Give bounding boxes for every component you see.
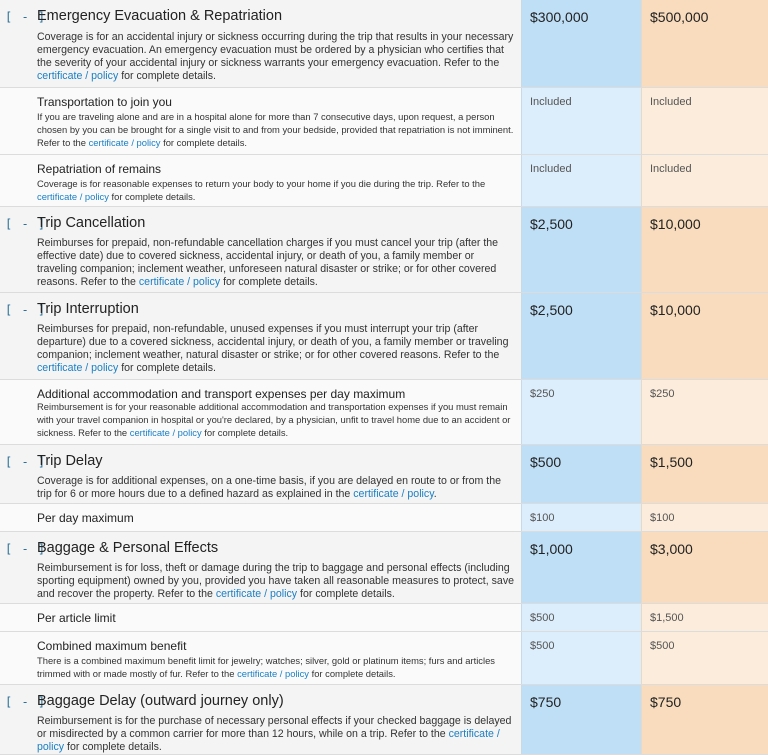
plan-a-value: $100: [530, 512, 555, 524]
plan-b-cell: [641, 293, 768, 379]
table-row: [0, 604, 768, 632]
certificate-policy-link[interactable]: certificate / policy: [129, 427, 202, 438]
table-row: [0, 88, 768, 155]
plan-a-cell: [521, 88, 641, 154]
benefit-text: Reimbursement is for loss, theft or damage during the trip to baggage and personal effects (including sporting equipment) owned by you, provided you have taken all reasonable measures to protect, save and recover the property. Refer to the certificate / policy for complete details.: [37, 562, 515, 601]
plan-b-value: $3,000: [650, 541, 693, 557]
benefit-description-cell: [0, 380, 521, 444]
plan-b-value: $250: [650, 388, 675, 400]
certificate-policy-link[interactable]: certificate / policy: [353, 488, 434, 501]
benefit-text: Coverage is for additional expenses, on a one-time basis, if you are delayed en route to or from the trip for 6 or more hours due to a defined hazard as explained in the certificate / policy.: [37, 475, 502, 501]
plan-a-value: $500: [530, 454, 562, 470]
plan-b-cell: [641, 504, 768, 531]
plan-b-value: $1,500: [650, 612, 684, 624]
collapse-toggle[interactable]: [ - ]: [5, 455, 47, 469]
plan-a-cell: [521, 445, 641, 503]
plan-a-cell: [521, 504, 641, 531]
plan-a-value: $2,500: [530, 216, 573, 232]
plan-b-cell: [641, 155, 768, 206]
plan-b-value: Included: [650, 96, 692, 108]
plan-b-value: $1,500: [650, 454, 693, 470]
benefit-description-cell: [0, 604, 521, 631]
benefit-description-cell: [0, 632, 521, 684]
collapse-toggle[interactable]: [ - ]: [5, 542, 47, 556]
benefit-text: Reimburses for prepaid, non-refundable cancellation charges if you must cancel your trip (after the effective date) due to covered sickness, accidental injury, or death of you, a family member or traveling companion; inclement weather, unforeseen natural disaster or strike; or for other covered reasons. Refer to the certificate / policy for complete details.: [37, 237, 499, 289]
certificate-policy-link[interactable]: certificate / policy: [37, 191, 109, 202]
plan-b-cell: [641, 207, 768, 292]
plan-a-value: Included: [530, 96, 572, 108]
benefit-text: Coverage is for an accidental injury or sickness occurring during the trip that results in your necessary emergency evacuation. An emergency evacuation must be ordered by a physician who certifies that the severity of your accidental injury or sickness warrants your emergency evacuation. Refer to the certificate / policy for complete details.: [37, 31, 514, 83]
plan-b-value: $500,000: [650, 9, 709, 25]
benefit-text: There is a combined maximum benefit limit for jewelry; watches; silver, gold or platinum items; furs and articles trimmed with or made mostly of fur. Refer to the certificate / policy for complete details.: [37, 655, 495, 679]
table-row: [0, 380, 768, 445]
plan-b-cell: [641, 445, 768, 503]
benefit-title: Trip Interruption: [37, 301, 139, 317]
plan-a-value: $1,000: [530, 541, 573, 557]
plan-a-cell: [521, 604, 641, 631]
plan-b-cell: [641, 685, 768, 754]
table-row: [0, 504, 768, 532]
benefit-description-cell: [0, 207, 521, 292]
plan-b-value: $750: [650, 694, 682, 710]
benefit-title: Baggage & Personal Effects: [37, 540, 219, 556]
certificate-policy-link[interactable]: certificate / policy: [138, 276, 221, 289]
plan-a-cell: [521, 632, 641, 684]
benefit-text: Reimbursement is for the purchase of necessary personal effects if your checked baggage is delayed or misdirected by a common carrier for more than 12 hours, while on a trip. Refer to the certificate / policy for complete details.: [37, 715, 512, 754]
table-row: [0, 207, 768, 293]
plan-a-cell: [521, 685, 641, 754]
benefit-title: Per day maximum: [37, 511, 134, 525]
plan-a-value: $300,000: [530, 9, 589, 25]
benefit-description-cell: [0, 504, 521, 531]
benefit-title: Trip Cancellation: [37, 215, 146, 231]
certificate-policy-link[interactable]: certificate / policy: [37, 362, 119, 375]
table-row: [0, 685, 768, 755]
table-row: [0, 293, 768, 380]
certificate-policy-link[interactable]: certificate / policy: [215, 588, 298, 601]
benefit-description-cell: [0, 445, 521, 503]
plan-a-cell: [521, 293, 641, 379]
plan-a-cell: [521, 207, 641, 292]
benefit-title: Transportation to join you: [37, 95, 172, 109]
plan-b-value: $10,000: [650, 302, 701, 318]
plan-a-cell: [521, 0, 641, 87]
collapse-toggle[interactable]: [ - ]: [5, 695, 47, 709]
benefit-title: Additional accommodation and transport expenses per day maximum: [37, 387, 406, 401]
benefit-text: Reimburses for prepaid, non-refundable, unused expenses if you must interrupt your trip (after departure) due to a covered sickness, accidental injury, or death of you, a family member or traveling companion; inclement weather, natural disaster or strike; or for other covered reasons. Refer to the certificate / policy for complete details.: [37, 323, 509, 375]
benefit-description-cell: [0, 88, 521, 154]
benefit-description-cell: [0, 293, 521, 379]
plan-a-cell: [521, 532, 641, 603]
benefit-description-cell: [0, 685, 521, 754]
benefit-title: Emergency Evacuation & Repatriation: [37, 8, 283, 24]
plan-b-cell: [641, 632, 768, 684]
plan-a-value: $2,500: [530, 302, 573, 318]
plan-b-cell: [641, 604, 768, 631]
table-row: [0, 632, 768, 685]
table-row: [0, 445, 768, 504]
plan-b-value: $500: [650, 640, 675, 652]
benefit-description-cell: [0, 0, 521, 87]
collapse-toggle[interactable]: [ - ]: [5, 303, 47, 317]
certificate-policy-link[interactable]: certificate / policy: [37, 728, 500, 754]
benefit-title: Trip Delay: [37, 453, 103, 469]
plan-a-cell: [521, 380, 641, 444]
benefit-title: Combined maximum benefit: [37, 639, 187, 653]
benefit-title: Per article limit: [37, 611, 116, 625]
plan-b-value: $10,000: [650, 216, 701, 232]
collapse-toggle[interactable]: [ - ]: [5, 10, 47, 24]
plan-a-value: $500: [530, 612, 555, 624]
certificate-policy-link[interactable]: certificate / policy: [237, 668, 309, 679]
benefit-title: Repatriation of remains: [37, 162, 162, 176]
certificate-policy-link[interactable]: certificate / policy: [37, 70, 119, 83]
benefit-title: Baggage Delay (outward journey only): [37, 693, 284, 709]
plan-a-cell: [521, 155, 641, 206]
table-row: [0, 155, 768, 207]
benefit-text: If you are traveling alone and are in a hospital alone for more than 7 consecutive days, upon request, a person chosen by you can be brought for a single visit to and from your bedside, provided that repatriation is not imminent. Refer to the certificate / policy for complete details.: [37, 111, 514, 148]
benefit-description-cell: [0, 532, 521, 603]
table-row: [0, 0, 768, 88]
benefit-text: Coverage is for reasonable expenses to return your body to your home if you die during the trip. Refer to the certificate / policy for complete details.: [37, 178, 486, 202]
table-row: [0, 532, 768, 604]
plan-a-value: $250: [530, 388, 555, 400]
benefit-text: Reimbursement is for your reasonable additional accommodation and transportation expenses if you must remain with your travel companion in hospital or you're declared, by a physician, unfit to travel home due to an accident or sickness. Refer to the certificate / policy for complete details.: [37, 401, 511, 438]
collapse-toggle[interactable]: [ - ]: [5, 217, 47, 231]
benefit-description-cell: [0, 155, 521, 206]
certificate-policy-link[interactable]: certificate / policy: [88, 137, 161, 148]
plan-a-value: $500: [530, 640, 555, 652]
plan-b-value: Included: [650, 163, 692, 175]
plan-a-value: Included: [530, 163, 572, 175]
plan-b-cell: [641, 88, 768, 154]
plan-b-cell: [641, 532, 768, 603]
plan-b-cell: [641, 380, 768, 444]
plan-a-value: $750: [530, 694, 562, 710]
plan-b-cell: [641, 0, 768, 87]
plan-b-value: $100: [650, 512, 675, 524]
